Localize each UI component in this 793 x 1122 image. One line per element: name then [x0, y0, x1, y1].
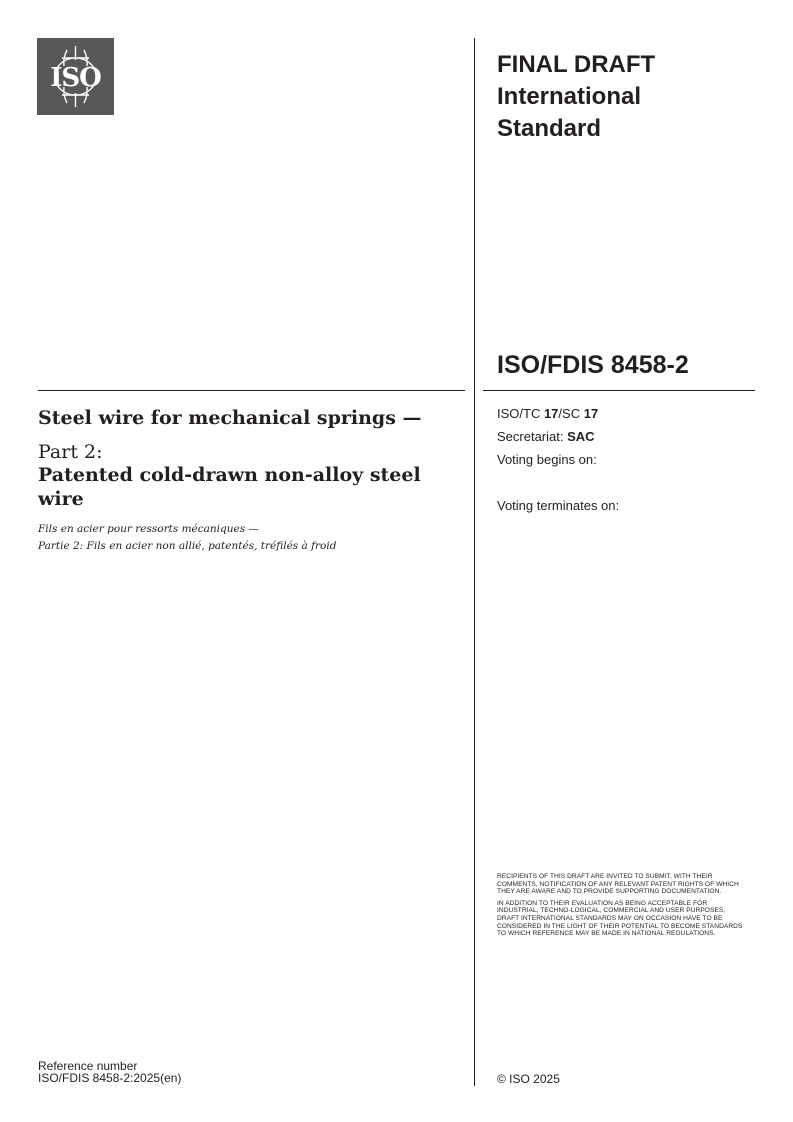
secretariat	[497, 425, 619, 448]
meta-block	[497, 402, 619, 517]
reference-block	[38, 1060, 181, 1084]
title-block	[38, 405, 458, 555]
reference-number: ISO/FDIS 8458-2:2025(en)	[38, 1071, 182, 1085]
draft-notice	[497, 873, 749, 938]
title-rule-right	[483, 390, 755, 391]
tc-label: ISO/TC	[497, 406, 544, 421]
notice-paragraph-2: IN ADDITION TO THEIR EVALUATION AS BEING ACCEPTABLE FOR INDUSTRIAL, TECHNO-LOGICAL, COMMERCIAL AND USER PURPOSES, DRAFT INTERNATIONAL STANDARDS MAY ON OCCASION HAVE TO BE CONSIDERED IN THE LIGHT OF THEIR POTENTIAL TO BECOME STANDARDS TO WHICH REFERENCE MAY BE MADE IN NATIONAL REGULATIONS.	[497, 899, 743, 938]
sc-label: /SC	[558, 406, 584, 421]
title-subtitle: Patented cold-drawn non-alloy steel wire	[38, 464, 421, 510]
stage-line-1: FINAL DRAFT	[497, 51, 656, 78]
tc-number: 17	[543, 406, 559, 421]
document-number: ISO/FDIS 8458-2	[497, 351, 689, 379]
title-french-main: Fils en acier pour ressorts mécaniques —	[38, 523, 259, 535]
notice-paragraph-1: RECIPIENTS OF THIS DRAFT ARE INVITED TO SUBMIT, WITH THEIR COMMENTS, NOTIFICATION OF ANY RELEVANT PATENT RIGHTS OF WHICH THEY ARE AWARE AND TO PROVIDE SUPPORTING DOCUMENTATION.	[497, 873, 739, 896]
title-part: Part 2:	[38, 441, 103, 463]
technical-committee	[497, 402, 619, 425]
copyright: © ISO 2025	[497, 1072, 560, 1086]
secretariat-label: Secretariat:	[497, 429, 568, 444]
reference-label: Reference number	[38, 1059, 138, 1073]
sc-number: 17	[583, 406, 599, 421]
stage-line-3: Standard	[497, 115, 602, 142]
secretariat-value: SAC	[567, 429, 595, 444]
voting-begins: Voting begins on:	[497, 452, 597, 467]
column-divider	[474, 38, 475, 1086]
title-main: Steel wire for mechanical springs —	[38, 407, 422, 429]
voting-terminates: Voting terminates on:	[497, 498, 620, 513]
stage-line-2: International	[497, 83, 642, 110]
iso-logo	[37, 38, 114, 115]
title-french-part: Partie 2: Fils en acier non allié, patentés, tréfilés à froid	[38, 540, 337, 552]
svg-text:ISO: ISO	[50, 63, 101, 93]
document-stage	[497, 49, 655, 145]
title-rule-left	[38, 390, 465, 391]
